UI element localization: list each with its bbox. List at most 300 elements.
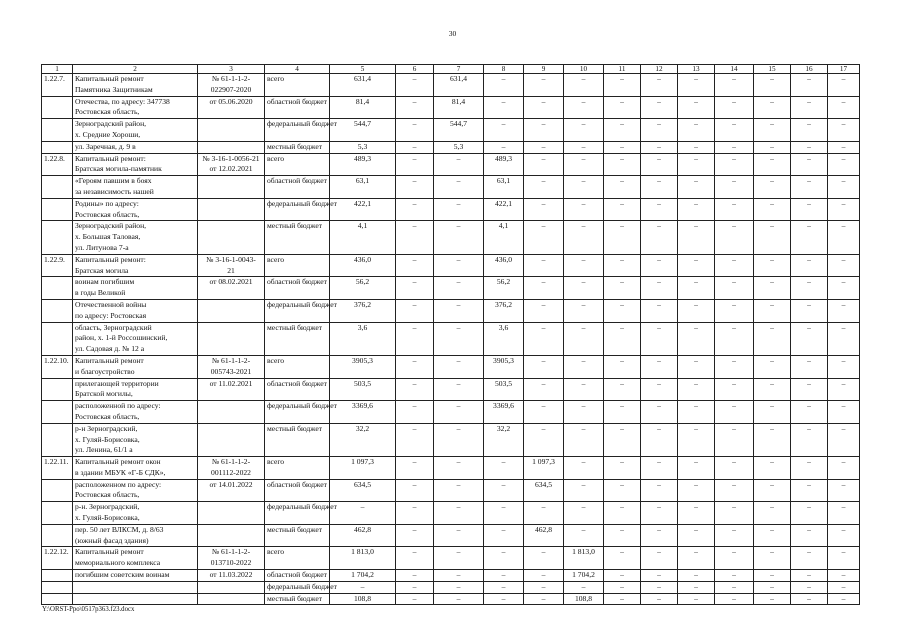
value-cell: – xyxy=(678,221,715,254)
value-cell: – xyxy=(678,401,715,424)
value-cell: – xyxy=(791,378,828,401)
value-cell: – xyxy=(564,355,604,378)
value-cell: – xyxy=(715,581,754,593)
value-cell: – xyxy=(434,581,484,593)
value-cell: – xyxy=(604,277,641,300)
value-cell: – xyxy=(524,423,564,456)
description-cell xyxy=(73,277,198,300)
value-cell: 1 704,2 xyxy=(330,570,396,582)
value-cell: – xyxy=(330,581,396,593)
value-cell: – xyxy=(524,141,564,153)
document-ref-cell xyxy=(198,423,265,456)
document-ref-line: от 11.02.2021 xyxy=(209,378,253,388)
column-header: 4 xyxy=(265,65,330,74)
value-cell: – xyxy=(791,96,828,119)
value-cell: – xyxy=(396,277,434,300)
value-cell: – xyxy=(484,502,524,525)
funding-source-cell: областной бюджет xyxy=(265,277,330,300)
value-cell: 108,8 xyxy=(330,593,396,605)
description-line: Капитальный ремонт окон xyxy=(75,457,161,467)
value-cell: – xyxy=(828,570,860,582)
value-cell: – xyxy=(604,74,641,97)
value-cell: – xyxy=(715,570,754,582)
column-header: 10 xyxy=(564,65,604,74)
value-cell: 5,3 xyxy=(434,141,484,153)
value-cell: – xyxy=(524,299,564,322)
value-cell: – xyxy=(484,457,524,480)
value-cell: – xyxy=(754,423,791,456)
value-cell: – xyxy=(564,502,604,525)
value-cell: – xyxy=(678,74,715,97)
value-cell: – xyxy=(678,378,715,401)
value-cell: – xyxy=(641,378,678,401)
value-cell: – xyxy=(754,119,791,142)
value-cell: – xyxy=(828,401,860,424)
value-cell: – xyxy=(754,502,791,525)
value-cell: – xyxy=(524,221,564,254)
value-cell: – xyxy=(604,322,641,355)
value-cell: – xyxy=(641,176,678,199)
value-cell: – xyxy=(564,119,604,142)
value-cell: – xyxy=(791,423,828,456)
value-cell: – xyxy=(396,355,434,378)
value-cell: – xyxy=(396,524,434,547)
description-line: х. Гуляй-Борисовка, xyxy=(75,434,140,444)
document-ref-line: от 05.06.2020 xyxy=(209,96,253,106)
item-number-cell: 1.22.8. xyxy=(42,153,73,176)
value-cell: – xyxy=(524,378,564,401)
value-cell: – xyxy=(754,198,791,221)
value-cell: 462,8 xyxy=(524,524,564,547)
description-cell xyxy=(73,593,198,605)
value-cell: 544,7 xyxy=(434,119,484,142)
description-cell xyxy=(73,479,198,502)
value-cell: 3,6 xyxy=(484,322,524,355)
document-ref-cell xyxy=(198,581,265,593)
value-cell: – xyxy=(434,176,484,199)
value-cell: – xyxy=(604,119,641,142)
value-cell: – xyxy=(564,153,604,176)
item-number-cell xyxy=(42,570,73,582)
value-cell: – xyxy=(524,153,564,176)
value-cell: – xyxy=(396,176,434,199)
document-ref-cell xyxy=(198,153,265,176)
value-cell: – xyxy=(715,378,754,401)
item-number-cell xyxy=(42,479,73,502)
value-cell: – xyxy=(828,593,860,605)
value-cell: – xyxy=(641,96,678,119)
value-cell: 3369,6 xyxy=(330,401,396,424)
description-cell xyxy=(73,355,198,378)
value-cell: 1 097,3 xyxy=(330,457,396,480)
column-header: 17 xyxy=(828,65,860,74)
description-line: в здании МБУК «Г-Б СДК», xyxy=(75,467,166,477)
value-cell: – xyxy=(791,593,828,605)
value-cell: – xyxy=(434,547,484,570)
value-cell: – xyxy=(828,457,860,480)
value-cell: – xyxy=(641,355,678,378)
value-cell: – xyxy=(828,322,860,355)
value-cell: 422,1 xyxy=(484,198,524,221)
value-cell: 631,4 xyxy=(330,74,396,97)
value-cell: – xyxy=(564,221,604,254)
funding-source-cell: всего xyxy=(265,547,330,570)
value-cell: – xyxy=(641,524,678,547)
description-line: погибшим советским воинам xyxy=(75,570,170,580)
funding-source-cell: всего xyxy=(265,254,330,277)
value-cell: – xyxy=(641,423,678,456)
value-cell: – xyxy=(678,254,715,277)
value-cell: – xyxy=(791,176,828,199)
value-cell: – xyxy=(754,457,791,480)
column-header: 3 xyxy=(198,65,265,74)
column-header: 8 xyxy=(484,65,524,74)
document-ref-line: от 12.02.2021 xyxy=(209,164,253,174)
value-cell: – xyxy=(641,479,678,502)
table-row xyxy=(42,221,860,254)
funding-source-cell: областной бюджет xyxy=(265,570,330,582)
value-cell: – xyxy=(396,479,434,502)
document-ref-line: № 61-1-1-2- xyxy=(211,457,251,467)
item-number-cell xyxy=(42,277,73,300)
description-cell xyxy=(73,254,198,277)
value-cell: 56,2 xyxy=(484,277,524,300)
value-cell: – xyxy=(330,502,396,525)
value-cell: – xyxy=(678,119,715,142)
value-cell: – xyxy=(604,593,641,605)
value-cell: – xyxy=(678,547,715,570)
document-ref-cell xyxy=(198,502,265,525)
document-ref-line: № 3-16-1-0043- xyxy=(206,254,256,264)
value-cell: – xyxy=(396,96,434,119)
value-cell: – xyxy=(791,570,828,582)
column-header: 12 xyxy=(641,65,678,74)
table-row xyxy=(42,96,860,119)
value-cell: – xyxy=(828,153,860,176)
value-cell: – xyxy=(604,524,641,547)
description-cell xyxy=(73,524,198,547)
description-line: Памятника Защитникам xyxy=(75,84,153,94)
description-line: расположенной по адресу: xyxy=(75,401,161,411)
value-cell: 544,7 xyxy=(330,119,396,142)
document-ref-cell xyxy=(198,176,265,199)
description-cell xyxy=(73,581,198,593)
document-ref-line: 013710-2022 xyxy=(210,558,252,568)
value-cell: – xyxy=(678,581,715,593)
value-cell: 631,4 xyxy=(434,74,484,97)
value-cell: – xyxy=(828,198,860,221)
value-cell: – xyxy=(604,457,641,480)
value-cell: 503,5 xyxy=(484,378,524,401)
value-cell: – xyxy=(715,277,754,300)
item-number-cell: 1.22.7. xyxy=(42,74,73,97)
item-number-cell xyxy=(42,322,73,355)
value-cell: – xyxy=(641,457,678,480)
table-row xyxy=(42,74,860,97)
column-header: 13 xyxy=(678,65,715,74)
funding-source-cell: областной бюджет xyxy=(265,378,330,401)
value-cell: – xyxy=(828,524,860,547)
description-line: Капитальный ремонт xyxy=(75,74,144,83)
description-cell xyxy=(73,96,198,119)
value-cell: 4,1 xyxy=(330,221,396,254)
value-cell: – xyxy=(641,502,678,525)
item-number-cell xyxy=(42,221,73,254)
value-cell: – xyxy=(828,254,860,277)
value-cell: – xyxy=(678,479,715,502)
value-cell: – xyxy=(434,378,484,401)
value-cell: – xyxy=(604,355,641,378)
table-row xyxy=(42,570,860,582)
description-cell xyxy=(73,401,198,424)
value-cell: – xyxy=(715,479,754,502)
description-line: Зерноградский район, xyxy=(75,119,147,129)
description-line: в годы Великой xyxy=(75,288,126,298)
budget-table xyxy=(41,64,860,605)
item-number-cell xyxy=(42,378,73,401)
value-cell: – xyxy=(791,502,828,525)
value-cell: 1 097,3 xyxy=(524,457,564,480)
value-cell: – xyxy=(641,401,678,424)
description-line: и благоустройство xyxy=(75,366,135,376)
value-cell: 63,1 xyxy=(330,176,396,199)
value-cell: – xyxy=(564,423,604,456)
value-cell: – xyxy=(828,378,860,401)
value-cell: – xyxy=(678,524,715,547)
value-cell: – xyxy=(791,524,828,547)
description-line: ул. Садовая д. № 12 а xyxy=(75,344,145,354)
value-cell: 376,2 xyxy=(484,299,524,322)
value-cell: – xyxy=(396,457,434,480)
value-cell: – xyxy=(715,457,754,480)
description-line: Капитальный ремонт: xyxy=(75,153,146,163)
document-ref-cell xyxy=(198,524,265,547)
description-line: ул. Литунова 7-а xyxy=(75,242,129,252)
description-cell xyxy=(73,322,198,355)
value-cell: 81,4 xyxy=(434,96,484,119)
value-cell: – xyxy=(754,570,791,582)
document-ref-cell xyxy=(198,198,265,221)
document-ref-line: 022907-2020 xyxy=(210,84,252,94)
value-cell: – xyxy=(828,547,860,570)
description-line: за независимость нашей xyxy=(75,186,154,196)
value-cell: – xyxy=(524,277,564,300)
value-cell: – xyxy=(678,593,715,605)
value-cell: – xyxy=(524,355,564,378)
value-cell: – xyxy=(678,322,715,355)
value-cell: – xyxy=(641,581,678,593)
table-row xyxy=(42,254,860,277)
description-line: Капитальный ремонт: xyxy=(75,254,146,264)
value-cell: – xyxy=(434,524,484,547)
value-cell: 3905,3 xyxy=(330,355,396,378)
value-cell: – xyxy=(434,221,484,254)
description-line: Ростовская область, xyxy=(75,209,140,219)
value-cell: – xyxy=(715,547,754,570)
value-cell: – xyxy=(754,96,791,119)
value-cell: – xyxy=(715,221,754,254)
value-cell: – xyxy=(484,141,524,153)
value-cell: – xyxy=(678,502,715,525)
value-cell: – xyxy=(641,198,678,221)
funding-source-cell: областной бюджет xyxy=(265,96,330,119)
column-header-row xyxy=(42,65,860,74)
value-cell: – xyxy=(604,254,641,277)
table-row xyxy=(42,378,860,401)
value-cell: – xyxy=(715,96,754,119)
value-cell: – xyxy=(564,74,604,97)
value-cell: – xyxy=(396,299,434,322)
funding-source-cell: федеральный бюджет xyxy=(265,581,330,593)
value-cell: – xyxy=(754,547,791,570)
document-ref-cell xyxy=(198,96,265,119)
document-ref-cell xyxy=(198,355,265,378)
value-cell: – xyxy=(791,479,828,502)
value-cell: – xyxy=(678,355,715,378)
value-cell: – xyxy=(754,153,791,176)
funding-source-cell: всего xyxy=(265,457,330,480)
value-cell: – xyxy=(524,547,564,570)
column-header: 7 xyxy=(434,65,484,74)
value-cell: – xyxy=(754,254,791,277)
funding-source-cell: всего xyxy=(265,74,330,97)
funding-source-cell: местный бюджет xyxy=(265,221,330,254)
value-cell: 489,3 xyxy=(484,153,524,176)
document-ref-line: 21 xyxy=(227,265,235,275)
value-cell: – xyxy=(564,277,604,300)
document-ref-cell xyxy=(198,141,265,153)
value-cell: – xyxy=(754,221,791,254)
value-cell: – xyxy=(434,277,484,300)
value-cell: – xyxy=(396,547,434,570)
value-cell: – xyxy=(434,570,484,582)
value-cell: 63,1 xyxy=(484,176,524,199)
description-line: Братской могилы, xyxy=(75,389,133,399)
item-number-cell xyxy=(42,423,73,456)
column-header: 1 xyxy=(42,65,73,74)
value-cell: 634,5 xyxy=(330,479,396,502)
table-row xyxy=(42,198,860,221)
value-cell: – xyxy=(604,581,641,593)
value-cell: – xyxy=(484,570,524,582)
item-number-cell xyxy=(42,141,73,153)
value-cell: – xyxy=(484,74,524,97)
funding-source-cell: всего xyxy=(265,153,330,176)
funding-source-cell: федеральный бюджет xyxy=(265,119,330,142)
value-cell: – xyxy=(524,254,564,277)
value-cell: – xyxy=(434,457,484,480)
document-ref-line: № 61-1-1-2- xyxy=(211,355,251,365)
value-cell: – xyxy=(564,299,604,322)
value-cell: – xyxy=(678,457,715,480)
value-cell: – xyxy=(484,96,524,119)
document-ref-line: от 14.01.2022 xyxy=(209,479,253,489)
document-ref-cell xyxy=(198,322,265,355)
value-cell: – xyxy=(791,141,828,153)
value-cell: 5,3 xyxy=(330,141,396,153)
footer-file-path: Y:\ORST-Ppo\0517p363.f23.docx xyxy=(42,606,135,613)
description-cell xyxy=(73,221,198,254)
table-row xyxy=(42,457,860,480)
description-line: Ростовская область, xyxy=(75,107,140,117)
value-cell: – xyxy=(641,119,678,142)
value-cell: – xyxy=(396,378,434,401)
value-cell: – xyxy=(754,176,791,199)
description-cell xyxy=(73,299,198,322)
value-cell: – xyxy=(715,322,754,355)
description-cell xyxy=(73,153,198,176)
description-line: воинам погибшим xyxy=(75,277,135,287)
value-cell: 462,8 xyxy=(330,524,396,547)
value-cell: – xyxy=(604,479,641,502)
value-cell: – xyxy=(678,141,715,153)
value-cell: 108,8 xyxy=(564,593,604,605)
value-cell: 376,2 xyxy=(330,299,396,322)
value-cell: – xyxy=(715,423,754,456)
value-cell: – xyxy=(791,221,828,254)
value-cell: 436,0 xyxy=(484,254,524,277)
funding-source-cell: местный бюджет xyxy=(265,141,330,153)
description-line: р-н. Зерноградский, xyxy=(75,502,140,512)
value-cell: – xyxy=(754,299,791,322)
value-cell: – xyxy=(434,423,484,456)
funding-source-cell: областной бюджет xyxy=(265,479,330,502)
value-cell: – xyxy=(604,570,641,582)
value-cell: 1 813,0 xyxy=(564,547,604,570)
value-cell: – xyxy=(564,198,604,221)
value-cell: – xyxy=(524,176,564,199)
value-cell: – xyxy=(828,355,860,378)
value-cell: – xyxy=(396,74,434,97)
value-cell: – xyxy=(564,401,604,424)
funding-source-cell: местный бюджет xyxy=(265,322,330,355)
value-cell: – xyxy=(828,277,860,300)
description-line: х. Гуляй-Борисовка, xyxy=(75,513,140,523)
value-cell: – xyxy=(524,119,564,142)
document-ref-cell xyxy=(198,570,265,582)
value-cell: – xyxy=(641,141,678,153)
description-line: ул. Заречная, д. 9 в xyxy=(75,141,136,151)
table-row xyxy=(42,119,860,142)
value-cell: – xyxy=(641,277,678,300)
table-row xyxy=(42,176,860,199)
value-cell: – xyxy=(678,153,715,176)
value-cell: – xyxy=(604,547,641,570)
value-cell: – xyxy=(828,74,860,97)
description-cell xyxy=(73,570,198,582)
value-cell: – xyxy=(484,119,524,142)
value-cell: – xyxy=(754,277,791,300)
value-cell: – xyxy=(754,593,791,605)
value-cell: – xyxy=(715,198,754,221)
value-cell: – xyxy=(564,524,604,547)
value-cell: – xyxy=(715,141,754,153)
value-cell: – xyxy=(678,198,715,221)
description-line: пер. 50 лет ВЛКСМ, д. 8/63 xyxy=(75,524,164,534)
description-line: Отечества, по адресу: 347738 xyxy=(75,96,170,106)
value-cell: – xyxy=(641,322,678,355)
value-cell: – xyxy=(791,581,828,593)
value-cell: – xyxy=(715,401,754,424)
value-cell: – xyxy=(396,198,434,221)
document-ref-line: № 3-16-1-0056-21 xyxy=(202,153,260,163)
value-cell: 503,5 xyxy=(330,378,396,401)
value-cell: – xyxy=(396,570,434,582)
value-cell: – xyxy=(434,299,484,322)
value-cell: – xyxy=(791,322,828,355)
document-ref-cell xyxy=(198,401,265,424)
value-cell: 3369,6 xyxy=(484,401,524,424)
